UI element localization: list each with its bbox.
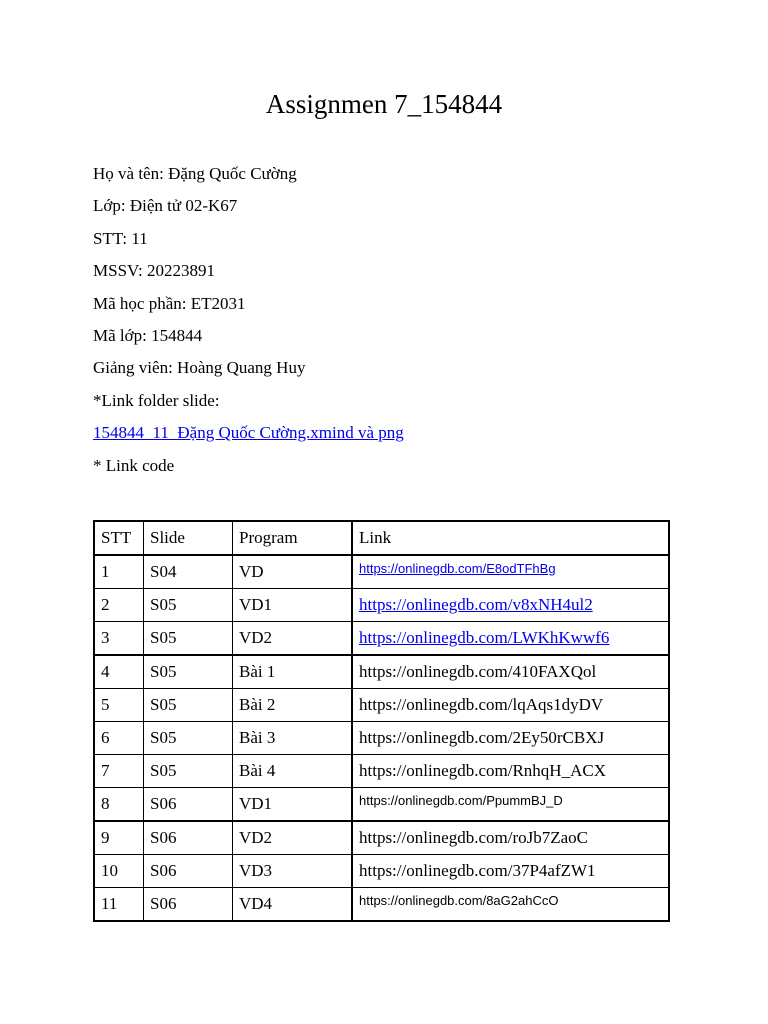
code-link[interactable]: https://onlinegdb.com/E8odTFhBg [359,561,556,576]
cell-stt: 2 [94,589,144,622]
cell-slide: S06 [144,821,233,855]
cell-slide: S05 [144,722,233,755]
cell-link [352,655,669,689]
link-folder[interactable]: 154844_11_Đặng Quốc Cường.xmind và png [93,423,404,443]
table-row [94,755,669,788]
header-link: Link [352,521,669,555]
cell-program: Bài 3 [233,722,353,755]
cell-program: VD3 [233,855,353,888]
cell-slide: S05 [144,755,233,788]
student-info [93,160,404,484]
cell-slide: S05 [144,655,233,689]
cell-link [352,722,669,755]
cell-stt: 4 [94,655,144,689]
cell-link [352,888,669,922]
table-row [94,689,669,722]
cell-stt: 8 [94,788,144,822]
code-link: https://onlinegdb.com/410FAXQol [359,662,597,681]
code-link: https://onlinegdb.com/RnhqH_ACX [359,761,606,780]
cell-program: VD1 [233,788,353,822]
cell-slide: S05 [144,589,233,622]
student-class: Lớp: Điện tử 02-K67 [93,196,238,216]
code-links-table [93,520,670,922]
cell-program: Bài 4 [233,755,353,788]
cell-stt: 5 [94,689,144,722]
cell-link [352,821,669,855]
cell-stt: 11 [94,888,144,922]
student-stt: STT: 11 [93,228,148,248]
header-slide: Slide [144,521,233,555]
table-row [94,622,669,656]
link-code-label: * Link code [93,455,175,475]
cell-link [352,788,669,822]
link-folder-row [93,419,404,451]
header-program: Program [233,521,353,555]
cell-slide: S06 [144,855,233,888]
table-header-row [94,521,669,555]
cell-slide: S05 [144,622,233,656]
code-link: https://onlinegdb.com/PpummBJ_D [359,793,563,808]
cell-stt: 9 [94,821,144,855]
table-row [94,821,669,855]
lecturer: Giảng viên: Hoàng Quang Huy [93,358,306,378]
cell-program: Bài 1 [233,655,353,689]
table-row [94,888,669,922]
cell-program: VD2 [233,821,353,855]
cell-stt: 10 [94,855,144,888]
cell-program: Bài 2 [233,689,353,722]
cell-program: VD1 [233,589,353,622]
cell-link [352,689,669,722]
code-link[interactable]: https://onlinegdb.com/LWKhKwwf6 [359,628,610,647]
cell-stt: 7 [94,755,144,788]
code-link: https://onlinegdb.com/37P4afZW1 [359,861,596,880]
student-mssv: MSSV: 20223891 [93,261,216,281]
cell-link [352,555,669,589]
cell-stt: 3 [94,622,144,656]
cell-stt: 6 [94,722,144,755]
cell-slide: S06 [144,888,233,922]
code-link: https://onlinegdb.com/8aG2ahCcO [359,893,559,908]
course-code: Mã học phần: ET2031 [93,293,246,313]
cell-link [352,755,669,788]
cell-stt: 1 [94,555,144,589]
cell-program: VD [233,555,353,589]
code-link: https://onlinegdb.com/lqAqs1dyDV [359,695,604,714]
table-row [94,589,669,622]
cell-link [352,855,669,888]
cell-program: VD2 [233,622,353,656]
cell-link [352,589,669,622]
cell-program: VD4 [233,888,353,922]
student-name: Họ và tên: Đặng Quốc Cường [93,164,297,183]
cell-slide: S05 [144,689,233,722]
header-stt: STT [94,521,144,555]
cell-link [352,622,669,656]
link-folder-label: *Link folder slide: [93,390,220,410]
code-link: https://onlinegdb.com/2Ey50rCBXJ [359,728,605,747]
document-title: Assignmen 7_154844 [265,89,503,119]
table-row [94,855,669,888]
cell-slide: S04 [144,555,233,589]
class-code: Mã lớp: 154844 [93,325,203,345]
code-link[interactable]: https://onlinegdb.com/v8xNH4ul2 [359,595,593,614]
cell-slide: S06 [144,788,233,822]
code-link: https://onlinegdb.com/roJb7ZaoC [359,828,589,847]
table-row [94,788,669,822]
table-row [94,555,669,589]
table-row [94,655,669,689]
table-row [94,722,669,755]
